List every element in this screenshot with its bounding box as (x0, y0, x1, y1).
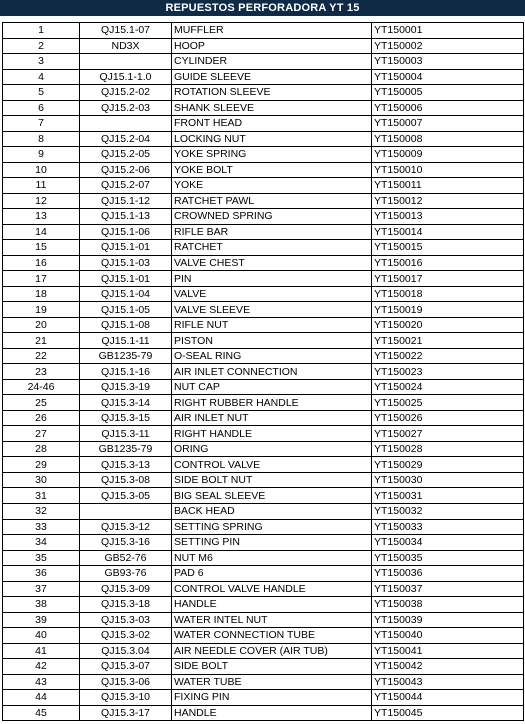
part-code: QJ15.1-05 (80, 302, 172, 318)
part-name: RIFLE NUT (172, 317, 372, 333)
item-number: 36 (3, 566, 80, 582)
item-number: 23 (3, 364, 80, 380)
part-name: HANDLE (172, 597, 372, 613)
item-number: 39 (3, 612, 80, 628)
part-code: GB1235-79 (80, 348, 172, 364)
item-number: 16 (3, 255, 80, 271)
part-reference: YT150004 (372, 69, 524, 85)
part-name: NUT M6 (172, 550, 372, 566)
part-code: QJ15.1-1.0 (80, 69, 172, 85)
table-row (3, 628, 524, 644)
part-code (80, 54, 172, 70)
table-row (3, 302, 524, 318)
item-number: 24-46 (3, 379, 80, 395)
part-reference: YT150041 (372, 643, 524, 659)
part-code: QJ15.1-04 (80, 286, 172, 302)
part-reference: YT150016 (372, 255, 524, 271)
item-number: 10 (3, 162, 80, 178)
item-number: 42 (3, 659, 80, 675)
part-reference: YT150027 (372, 426, 524, 442)
part-reference: YT150033 (372, 519, 524, 535)
table-row (3, 85, 524, 101)
part-code: QJ15.3-15 (80, 410, 172, 426)
part-code: QJ15.3-13 (80, 457, 172, 473)
item-number: 32 (3, 503, 80, 519)
table-row (3, 193, 524, 209)
table-row (3, 364, 524, 380)
part-name: ORING (172, 441, 372, 457)
part-name: WATER CONNECTION TUBE (172, 628, 372, 644)
table-row (3, 457, 524, 473)
part-reference: YT150002 (372, 38, 524, 54)
item-number: 5 (3, 85, 80, 101)
table-row (3, 535, 524, 551)
item-number: 38 (3, 597, 80, 613)
part-name: VALVE SLEEVE (172, 302, 372, 318)
part-code: QJ15.3-14 (80, 395, 172, 411)
part-reference: YT150038 (372, 597, 524, 613)
table-row (3, 178, 524, 194)
part-code: QJ15.3-07 (80, 659, 172, 675)
part-reference: YT150017 (372, 271, 524, 287)
part-code: QJ15.3-05 (80, 488, 172, 504)
part-name: ROTATION SLEEVE (172, 85, 372, 101)
part-code: QJ15.3-10 (80, 690, 172, 706)
part-name: SHANK SLEEVE (172, 100, 372, 116)
part-code: GB1235-79 (80, 441, 172, 457)
part-name: PIN (172, 271, 372, 287)
item-number: 13 (3, 209, 80, 225)
item-number: 43 (3, 674, 80, 690)
part-reference: YT150003 (372, 54, 524, 70)
item-number: 27 (3, 426, 80, 442)
table-row (3, 472, 524, 488)
part-reference: YT150026 (372, 410, 524, 426)
table-row (3, 255, 524, 271)
part-reference: YT150029 (372, 457, 524, 473)
part-code: QJ15.2-07 (80, 178, 172, 194)
table-row (3, 410, 524, 426)
part-name: WATER TUBE (172, 674, 372, 690)
parts-table (2, 22, 524, 721)
table-row (3, 690, 524, 706)
table-row (3, 23, 524, 39)
table-row (3, 612, 524, 628)
part-name: HANDLE (172, 705, 372, 721)
part-name: O-SEAL RING (172, 348, 372, 364)
item-number: 19 (3, 302, 80, 318)
part-reference: YT150014 (372, 224, 524, 240)
part-name: YOKE (172, 178, 372, 194)
part-reference: YT150024 (372, 379, 524, 395)
part-reference: YT150025 (372, 395, 524, 411)
part-code: GB52-76 (80, 550, 172, 566)
part-code (80, 503, 172, 519)
table-row (3, 38, 524, 54)
item-number: 33 (3, 519, 80, 535)
table-row (3, 286, 524, 302)
part-code: QJ15.1-03 (80, 255, 172, 271)
part-code: QJ15.2-02 (80, 85, 172, 101)
part-name: RATCHET (172, 240, 372, 256)
part-code: QJ15.3-09 (80, 581, 172, 597)
part-reference: YT150035 (372, 550, 524, 566)
part-name: WATER INTEL NUT (172, 612, 372, 628)
item-number: 26 (3, 410, 80, 426)
part-code: QJ15.3-08 (80, 472, 172, 488)
part-name: VALVE (172, 286, 372, 302)
item-number: 18 (3, 286, 80, 302)
item-number: 9 (3, 147, 80, 163)
table-row (3, 209, 524, 225)
part-code: QJ15.3-11 (80, 426, 172, 442)
part-reference: YT150031 (372, 488, 524, 504)
item-number: 20 (3, 317, 80, 333)
part-reference: YT150039 (372, 612, 524, 628)
part-code: QJ15.1-08 (80, 317, 172, 333)
part-code: ND3X (80, 38, 172, 54)
part-name: SETTING PIN (172, 535, 372, 551)
part-name: YOKE SPRING (172, 147, 372, 163)
part-reference: YT150020 (372, 317, 524, 333)
table-row (3, 441, 524, 457)
item-number: 8 (3, 131, 80, 147)
table-row (3, 54, 524, 70)
part-name: FIXING PIN (172, 690, 372, 706)
part-name: CYLINDER (172, 54, 372, 70)
table-row (3, 503, 524, 519)
part-name: SIDE BOLT NUT (172, 472, 372, 488)
part-name: AIR NEEDLE COVER (AIR TUB) (172, 643, 372, 659)
item-number: 34 (3, 535, 80, 551)
item-number: 12 (3, 193, 80, 209)
table-row (3, 69, 524, 85)
part-name: SIDE BOLT (172, 659, 372, 675)
part-code (80, 116, 172, 132)
table-row (3, 581, 524, 597)
table-row (3, 348, 524, 364)
item-number: 41 (3, 643, 80, 659)
part-name: CONTROL VALVE (172, 457, 372, 473)
part-name: RIGHT HANDLE (172, 426, 372, 442)
part-reference: YT150034 (372, 535, 524, 551)
part-name: RIGHT RUBBER HANDLE (172, 395, 372, 411)
item-number: 17 (3, 271, 80, 287)
part-name: PAD 6 (172, 566, 372, 582)
part-reference: YT150009 (372, 147, 524, 163)
table-row (3, 224, 524, 240)
item-number: 22 (3, 348, 80, 364)
part-reference: YT150021 (372, 333, 524, 349)
part-code: QJ15.3.04 (80, 643, 172, 659)
part-reference: YT150010 (372, 162, 524, 178)
item-number: 44 (3, 690, 80, 706)
item-number: 15 (3, 240, 80, 256)
part-reference: YT150036 (372, 566, 524, 582)
table-row (3, 162, 524, 178)
part-code: QJ15.1-16 (80, 364, 172, 380)
table-row (3, 317, 524, 333)
item-number: 30 (3, 472, 80, 488)
part-name: RATCHET PAWL (172, 193, 372, 209)
part-reference: YT150023 (372, 364, 524, 380)
part-reference: YT150042 (372, 659, 524, 675)
part-code: QJ15.2-04 (80, 131, 172, 147)
part-name: HOOP (172, 38, 372, 54)
part-reference: YT150037 (372, 581, 524, 597)
part-code: QJ15.1-06 (80, 224, 172, 240)
parts-table-body (3, 23, 524, 721)
part-code: QJ15.2-06 (80, 162, 172, 178)
table-row (3, 240, 524, 256)
table-row (3, 705, 524, 721)
table-row (3, 659, 524, 675)
table-row (3, 566, 524, 582)
item-number: 29 (3, 457, 80, 473)
table-row (3, 100, 524, 116)
part-code: QJ15.3-18 (80, 597, 172, 613)
part-reference: YT150007 (372, 116, 524, 132)
item-number: 25 (3, 395, 80, 411)
part-reference: YT150018 (372, 286, 524, 302)
part-reference: YT150044 (372, 690, 524, 706)
part-code: QJ15.3-16 (80, 535, 172, 551)
table-row (3, 519, 524, 535)
part-code: QJ15.1-01 (80, 271, 172, 287)
part-name: RIFLE BAR (172, 224, 372, 240)
part-name: LOCKING NUT (172, 131, 372, 147)
part-code: QJ15.3-17 (80, 705, 172, 721)
item-number: 6 (3, 100, 80, 116)
table-row (3, 116, 524, 132)
part-reference: YT150022 (372, 348, 524, 364)
part-reference: YT150019 (372, 302, 524, 318)
sheet-title: REPUESTOS PERFORADORA YT 15 (0, 0, 525, 16)
part-code: QJ15.3-03 (80, 612, 172, 628)
part-code: QJ15.1-13 (80, 209, 172, 225)
part-name: PISTON (172, 333, 372, 349)
item-number: 37 (3, 581, 80, 597)
item-number: 45 (3, 705, 80, 721)
item-number: 3 (3, 54, 80, 70)
table-row (3, 131, 524, 147)
part-name: NUT CAP (172, 379, 372, 395)
item-number: 7 (3, 116, 80, 132)
table-row (3, 550, 524, 566)
table-row (3, 643, 524, 659)
part-code: QJ15.2-05 (80, 147, 172, 163)
table-row (3, 379, 524, 395)
table-row (3, 271, 524, 287)
part-name: FRONT HEAD (172, 116, 372, 132)
part-name: AIR INLET NUT (172, 410, 372, 426)
part-reference: YT150005 (372, 85, 524, 101)
part-reference: YT150001 (372, 23, 524, 39)
part-name: CONTROL VALVE HANDLE (172, 581, 372, 597)
item-number: 28 (3, 441, 80, 457)
part-code: QJ15.3-19 (80, 379, 172, 395)
item-number: 31 (3, 488, 80, 504)
part-code: QJ15.1-07 (80, 23, 172, 39)
part-reference: YT150013 (372, 209, 524, 225)
part-code: QJ15.1-12 (80, 193, 172, 209)
item-number: 35 (3, 550, 80, 566)
table-row (3, 426, 524, 442)
table-row (3, 147, 524, 163)
item-number: 4 (3, 69, 80, 85)
part-reference: YT150040 (372, 628, 524, 644)
item-number: 40 (3, 628, 80, 644)
part-name: SETTING SPRING (172, 519, 372, 535)
table-row (3, 597, 524, 613)
part-reference: YT150012 (372, 193, 524, 209)
item-number: 21 (3, 333, 80, 349)
part-reference: YT150008 (372, 131, 524, 147)
part-reference: YT150043 (372, 674, 524, 690)
part-name: BACK HEAD (172, 503, 372, 519)
part-reference: YT150006 (372, 100, 524, 116)
item-number: 14 (3, 224, 80, 240)
part-reference: YT150011 (372, 178, 524, 194)
part-name: YOKE BOLT (172, 162, 372, 178)
table-row (3, 333, 524, 349)
part-code: QJ15.3-06 (80, 674, 172, 690)
part-name: GUIDE SLEEVE (172, 69, 372, 85)
part-code: QJ15.2-03 (80, 100, 172, 116)
part-name: MUFFLER (172, 23, 372, 39)
part-code: QJ15.3-12 (80, 519, 172, 535)
part-name: BIG SEAL SLEEVE (172, 488, 372, 504)
table-row (3, 488, 524, 504)
table-row (3, 674, 524, 690)
part-code: GB93-76 (80, 566, 172, 582)
table-row (3, 395, 524, 411)
part-reference: YT150045 (372, 705, 524, 721)
part-reference: YT150015 (372, 240, 524, 256)
part-reference: YT150032 (372, 503, 524, 519)
part-code: QJ15.1-11 (80, 333, 172, 349)
item-number: 2 (3, 38, 80, 54)
part-code: QJ15.3-02 (80, 628, 172, 644)
part-code: QJ15.1-01 (80, 240, 172, 256)
part-reference: YT150028 (372, 441, 524, 457)
part-name: VALVE CHEST (172, 255, 372, 271)
item-number: 1 (3, 23, 80, 39)
part-name: CROWNED SPRING (172, 209, 372, 225)
part-name: AIR INLET CONNECTION (172, 364, 372, 380)
part-reference: YT150030 (372, 472, 524, 488)
item-number: 11 (3, 178, 80, 194)
